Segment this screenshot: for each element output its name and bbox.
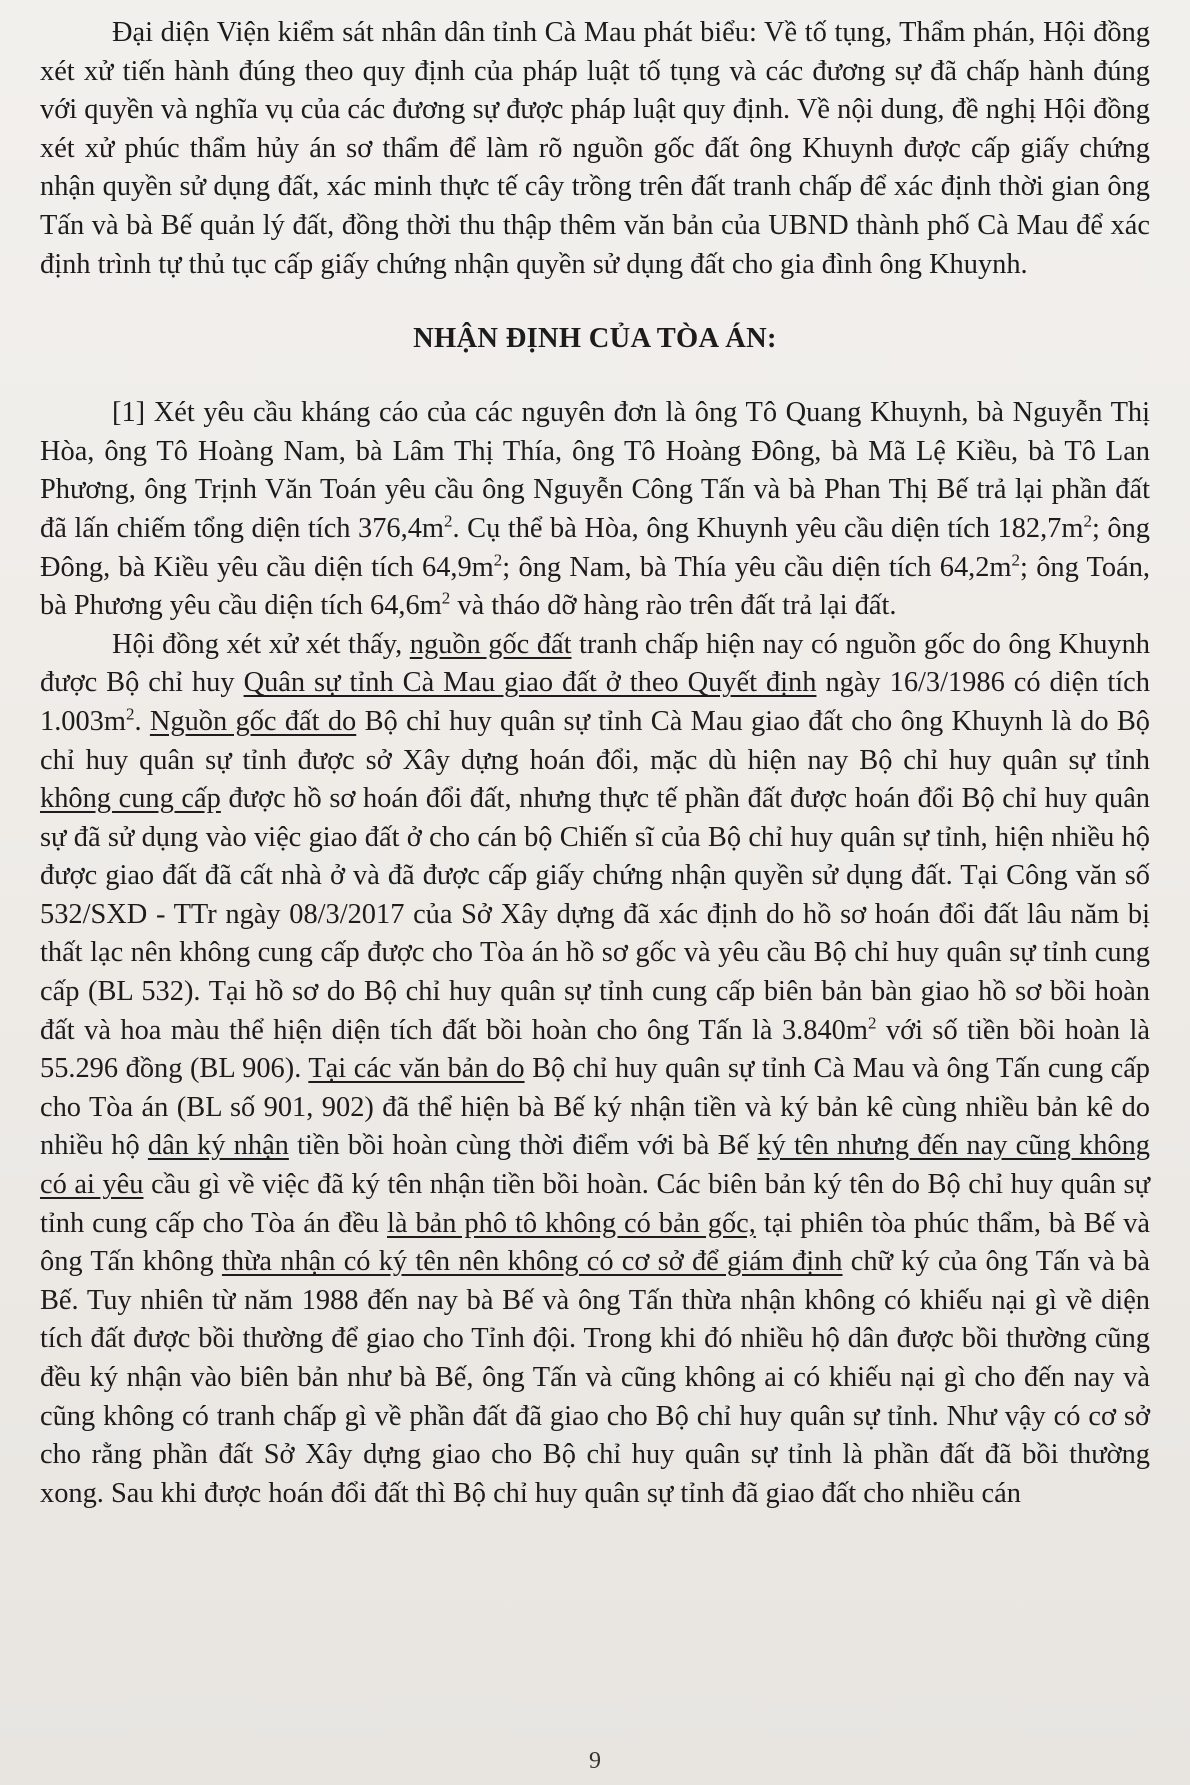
text-run: [1] Xét yêu cầu kháng cáo của các nguyên đơn là ông Tô Quang Khuynh, bà Nguyễn Thị Hòa, ông Tô Hoàng Nam, bà Lâm Thị Thía, ông Tô Hoàng Đông, bà Mã Lệ Kiều, bà Tô Lan Phương, ông Trịnh Văn Toán yêu cầu ông Nguyễn Công Tấn và bà Phan Thị Bế trả lại phần đất đã lấn chiếm tổng diện tích 376,4m — [40, 397, 1150, 544]
superscript: 2 — [1011, 550, 1021, 570]
text-run: . — [134, 705, 150, 737]
underlined-text: dân ký nhận — [147, 1130, 289, 1162]
text-run: được hồ sơ hoán đổi đất, nhưng thực tế phần đất được hoán đổi Bộ chỉ huy quân sự đã sử dụng vào việc giao đất ở cho cán bộ Chiến sĩ của Bộ chỉ huy quân sự tỉnh, hiện nhiều hộ được giao đất đã cất nhà ở và đã được cấp giấy chứng nhận quyền sử dụng đất. Tại Công văn số 532/SXD - TTr ngày 08/3/2017 của Sở Xây dựng đã xác định do hồ sơ hoán đổi đất lâu năm bị thất lạc nên không cung cấp được cho Tòa án hồ sơ gốc và yêu cầu Bộ chỉ huy quân sự tỉnh cung cấp (BL 532). Tại hồ sơ do Bộ chỉ huy quân sự tỉnh cung cấp biên bản bàn giao hồ sơ bồi hoàn đất và hoa màu thể hiện diện tích đất bồi hoàn cho ông Tấn là 3.840m — [40, 783, 1150, 1046]
underlined-text: là bản phô tô không có bản gốc, — [387, 1207, 756, 1239]
text-run: chữ ký của ông Tấn và bà Bế. Tuy nhiên từ năm 1988 đến nay bà Bế và ông Tấn thừa nhận không có khiếu nại gì về diện tích đất được bồi thường để giao cho Tỉnh đội. Trong khi đó nhiều hộ dân được bồi thường cũng đều ký nhận vào biên bản như bà Bế, ông Tấn và cũng không ai có khiếu nại gì cho đến nay và cũng không có tranh chấp gì về phần đất đã giao cho Bộ chỉ huy quân sự tỉnh. Như vậy có cơ sở cho rằng phần đất Sở Xây dựng giao cho Bộ chỉ huy quân sự tỉnh là phần đất đã bồi thường xong. Sau khi được hoán đổi đất thì Bộ chỉ huy quân sự tỉnh đã giao đất cho nhiều cán — [40, 1246, 1150, 1509]
text-run: và tháo dỡ hàng rào trên đất trả lại đất. — [450, 590, 897, 622]
text-run: ; ông Đông, bà Kiều yêu cầu diện tích 64,9m — [40, 512, 1150, 583]
text-run: ; ông Nam, bà Thía yêu cầu diện tích 64,2m — [502, 551, 1012, 583]
underlined-text: ký tên nhưng đến nay cũng không có ai yêu — [40, 1130, 1150, 1201]
superscript: 2 — [125, 704, 135, 724]
superscript: 2 — [1083, 511, 1092, 531]
superscript: 2 — [441, 588, 451, 608]
superscript: 2 — [867, 1013, 877, 1033]
document-body — [40, 14, 1150, 1513]
superscript: 2 — [493, 550, 503, 570]
text-run: Bộ chỉ huy quân sự tỉnh Cà Mau giao đất cho ông Khuynh là do Bộ chỉ huy quân sự tỉnh được sở Xây dựng hoán đổi, mặc dù hiện nay Bộ chỉ huy quân sự tỉnh — [40, 705, 1150, 776]
underlined-text: thừa nhận có ký tên nên không có cơ sở để giám định — [221, 1246, 843, 1278]
text-run: . Cụ thể bà Hòa, ông Khuynh yêu cầu diện tích 182,7m — [452, 512, 1084, 544]
text-run: ; ông Toán, bà Phương yêu cầu diện tích 64,6m — [40, 551, 1151, 622]
text-run: tiền bồi hoàn cùng thời điểm với bà Bế — [288, 1130, 758, 1162]
underlined-text: Tại các văn bản do — [308, 1053, 525, 1085]
underlined-text: Quân sự tỉnh Cà Mau giao đất ở theo Quyết định — [243, 667, 817, 699]
text-run: Bộ chỉ huy quân sự tỉnh Cà Mau và ông Tấn cung cấp cho Tòa án (BL số 901, 902) đã thể hiện bà Bế ký nhận tiền và ký bản kê cùng nhiều bản kê do nhiều hộ — [40, 1053, 1150, 1162]
underlined-text: nguồn gốc đất — [409, 628, 572, 660]
section-heading: NHẬN ĐỊNH CỦA TÒA ÁN: — [413, 323, 777, 355]
court-assessment-paragraph — [40, 626, 1150, 1514]
text-run: với số tiền bồi hoàn là 55.296 đồng (BL 906). — [40, 1014, 1151, 1085]
superscript: 2 — [444, 511, 453, 531]
text-run: ngày 16/3/1986 có diện tích 1.003m — [40, 667, 1150, 737]
text-run: Hội đồng xét xử xét thấy, — [112, 628, 410, 660]
text-run: tranh chấp hiện nay có nguồn gốc do ông Khuynh được Bộ chỉ huy — [40, 628, 1150, 699]
appeal-request-paragraph — [40, 394, 1150, 626]
underlined-text: Nguồn gốc đất do — [149, 705, 357, 737]
text-run: cầu gì về việc đã ký tên nhận tiền bồi hoàn. Các biên bản ký tên do Bộ chỉ huy quân sự tỉnh cung cấp cho Tòa án đều — [40, 1169, 1150, 1239]
text-run: tại phiên tòa phúc thẩm, bà Bế và ông Tấn không — [40, 1207, 1150, 1278]
underlined-text: không cung cấp — [40, 783, 221, 815]
page-number: 9 — [589, 1748, 601, 1774]
prosecutor-statement-paragraph: Đại diện Viện kiểm sát nhân dân tỉnh Cà Mau phát biểu: Về tố tụng, Thẩm phán, Hội đồng xét xử tiến hành đúng theo quy định của pháp luật tố tụng và các đương sự đã chấp hành đúng với quyền và nghĩa vụ của các đương sự được pháp luật quy định. Về nội dung, đề nghị Hội đồng xét xử phúc thẩm hủy án sơ thẩm để làm rõ nguồn gốc đất ông Khuynh được cấp giấy chứng nhận quyền sử dụng đất, xác minh thực tế cây trồng trên đất tranh chấp để xác định thời gian ông Tấn và bà Bế quản lý đất, đồng thời thu thập thêm văn bản của UBND thành phố Cà Mau để xác định trình tự thủ tục cấp giấy chứng nhận quyền sử dụng đất cho gia đình ông Khuynh. — [40, 17, 1150, 280]
